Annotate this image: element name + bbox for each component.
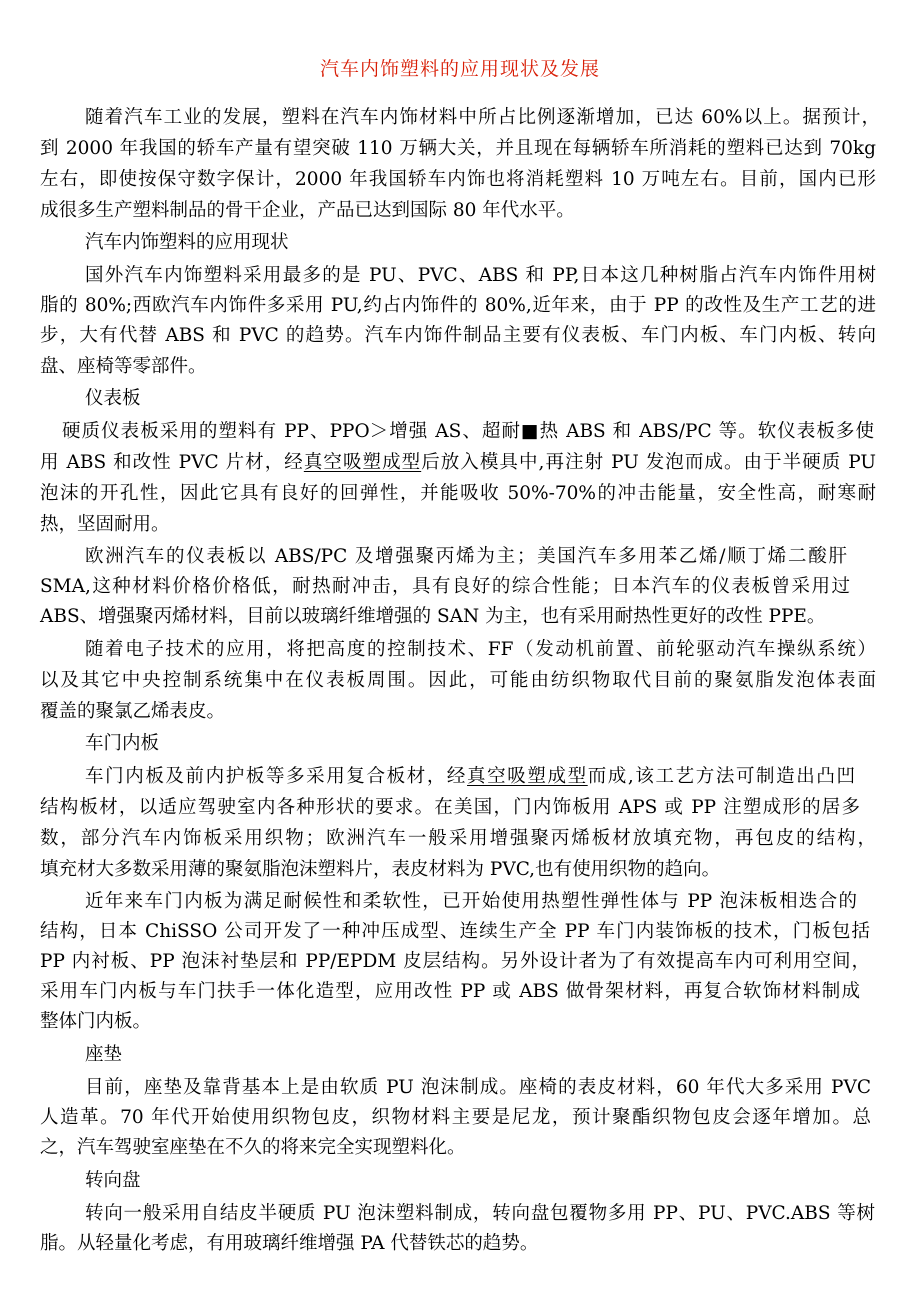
- p1-line-3: 左右，即使按保守数字保计，2000 年我国轿车内饰也将消耗塑料 10 万吨左右。目前，国内已形: [40, 169, 876, 190]
- p2-line-2: 脂的 80%;西欧汽车内饰件多采用 PU,约占内饰件的 80%,近年来，由于 PP 的改性及生产工艺的进: [40, 295, 876, 316]
- p3-underlined-term: 真空吸塑成型: [303, 452, 422, 473]
- p6-line-1-b: 而成,该工艺方法可制造出凸凹: [587, 766, 855, 787]
- heading-steering-wheel: 转向盘: [85, 1170, 141, 1191]
- p1-line-4: 成很多生产塑料制品的骨干企业，产品已达到国际 80 年代水平。: [40, 200, 575, 221]
- p7-line-2: 结构，日本 ChiSSO 公司开发了一种冲压成型、连续生产全 PP 车门内装饰板的技术，门板包括: [40, 921, 870, 942]
- p5-line-1: 随着电子技术的应用，将把高度的控制技术、FF（发动机前置、前轮驱动汽车操纵系统）: [85, 639, 876, 660]
- heading-application-status: 汽车内饰塑料的应用现状: [85, 232, 289, 253]
- p8-line-2: 人造革。70 年代开始使用织物包皮，织物材料主要是尼龙，预计聚酯织物包皮会逐年增加。总: [40, 1107, 871, 1128]
- p6-line-1-a: 车门内板及前内护板等多采用复合板材，经: [85, 766, 468, 787]
- p8-line-3: 之，汽车驾驶室座垫在不久的将来完全实现塑料化。: [40, 1137, 466, 1158]
- p7-line-3: PP 内衬板、PP 泡沫衬垫层和 PP/EPDM 皮层结构。另外设计者为了有效提高车内可利用空间，: [40, 951, 870, 972]
- p7-line-1: 近年来车门内板为满足耐候性和柔软性，已开始使用热塑性弹性体与 PP 泡沫板相迭合的: [85, 891, 857, 912]
- p4-line-2: SMA,这种材料价格价格低，耐热耐冲击，具有良好的综合性能；日本汽车的仪表板曾采用过: [40, 576, 850, 597]
- p3-line-2-a: 用 ABS 和改性 PVC 片材，经: [40, 452, 304, 473]
- p2-line-4: 盘、座椅等零部件。: [40, 356, 207, 377]
- p3-line-1: 硬质仪表板采用的塑料有 PP、PPO＞增强 AS、超耐■热 ABS 和 ABS/PC 等。软仪表板多使: [62, 421, 874, 442]
- p6-line-4: 填充材大多数采用薄的聚氨脂泡沫塑料片，表皮材料为 PVC,也有使用织物的趋向。: [40, 859, 721, 880]
- p6-line-1: [85, 763, 855, 791]
- p6-line-2: 结构板材，以适应驾驶室内各种形状的要求。在美国，门内饰板用 APS 或 PP 注塑成形的居多: [40, 797, 860, 818]
- p4-line-1: 欧洲汽车的仪表板以 ABS/PC 及增强聚丙烯为主；美国汽车多用苯乙烯/顺丁烯二酸肝: [85, 546, 847, 567]
- p1-line-1: 随着汽车工业的发展，塑料在汽车内饰材料中所占比例逐渐增加，已达 60%以上。据预计，: [85, 107, 880, 128]
- p3-line-2-b: 后放入模具中,再注射 PU 发泡而成。由于半硬质 PU: [421, 452, 876, 473]
- p6-line-3: 数，部分汽车内饰板采用织物；欧洲汽车一般采用增强聚丙烯板材放填充物，再包皮的结构，: [40, 828, 876, 849]
- p2-line-1: 国外汽车内饰塑料采用最多的是 PU、PVC、ABS 和 PP,日本这几种树脂占汽车内饰件用树: [85, 265, 876, 286]
- heading-seat: 座垫: [85, 1044, 123, 1065]
- heading-dashboard: 仪表板: [85, 388, 141, 409]
- p5-line-2: 以及其它中央控制系统集中在仪表板周围。因此，可能由纺织物取代目前的聚氨脂发泡体表面: [40, 670, 876, 691]
- p7-line-4: 采用车门内板与车门扶手一体化造型，应用改性 PP 或 ABS 做骨架材料，再复合软饰材料制成: [40, 981, 860, 1002]
- p3-line-2: [40, 449, 876, 477]
- p5-line-3: 覆盖的聚氯乙烯表皮。: [40, 701, 226, 722]
- p9-line-1: 转向一般采用自结皮半硬质 PU 泡沫塑料制成，转向盘包覆物多用 PP、PU、PVC.ABS 等树: [85, 1203, 875, 1224]
- p8-line-1: 目前，座垫及靠背基本上是由软质 PU 泡沫制成。座椅的表皮材料，60 年代大多采用 PVC: [85, 1077, 871, 1098]
- heading-door-panel: 车门内板: [85, 733, 160, 754]
- p1-line-2: 到 2000 年我国的轿车产量有望突破 110 万辆大关，并且现在每辆轿车所消耗的塑料已达到 70kg: [40, 138, 876, 159]
- p2-line-3: 步，大有代替 ABS 和 PVC 的趋势。汽车内饰件制品主要有仪表板、车门内板、车门内板、转向: [40, 325, 876, 346]
- p7-line-5: 整体门内板。: [40, 1011, 152, 1032]
- p4-line-3: ABS、增强聚丙烯材料，目前以玻璃纤维增强的 SAN 为主，也有采用耐热性更好的改性 PPE。: [40, 606, 826, 627]
- p3-line-4: 热，坚固耐用。: [40, 514, 170, 535]
- p9-line-2: 脂。从轻量化考虑，有用玻璃纤维增强 PA 代替铁芯的趋势。: [40, 1233, 539, 1254]
- p3-line-3: 泡沫的开孔性，因此它具有良好的回弹性，并能吸收 50%-70%的冲击能量，安全性高，耐寒耐: [40, 483, 876, 504]
- p6-underlined-term: 真空吸塑成型: [467, 766, 588, 787]
- document-title: 汽车内饰塑料的应用现状及发展: [319, 58, 600, 80]
